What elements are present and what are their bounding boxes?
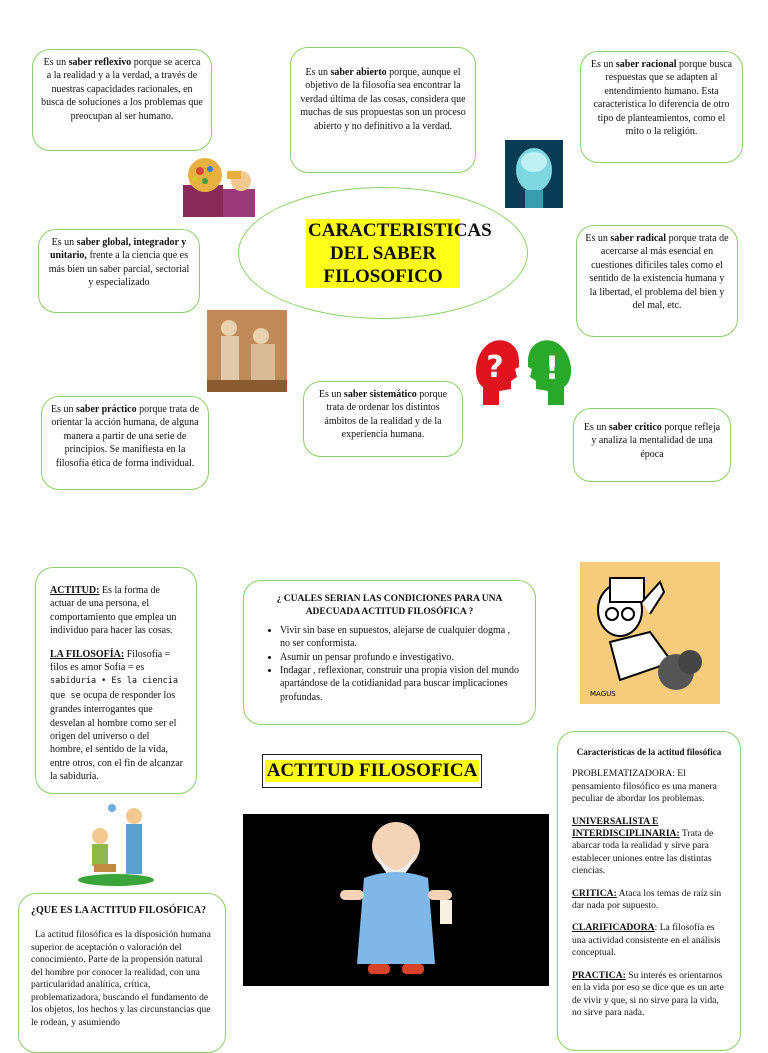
card-text: Es un	[50, 404, 76, 415]
card-text: porque, aunque el objetivo de la filosofía sea encontrar la verdad última de las cosas, considera que muchas de sus propuestas son un proceso abierto y no definitivo a la verdad.	[300, 67, 466, 132]
card-keyword: saber sistemático	[343, 389, 417, 400]
que-es-title: ¿QUE ES LA ACTITUD FILOSÓFICA?	[31, 905, 207, 916]
card-saber-critico	[573, 408, 731, 482]
card-text: porque se acerca a la realidad y a la verdad, a través de nuestras capacidades racionales, en busca de soluciones a los problemas que preocupan al ser humano.	[41, 57, 203, 122]
card-text: porque busca respuestas que se adapten al entendimiento humano. Esta característica lo diferencia de otro tipo de planteamientos, como el mito o la religión.	[593, 59, 733, 138]
card-text: porque refleja y analiza la mentalidad de una época	[591, 422, 721, 460]
caracteristicas-title: Características de la actitud filosófica	[576, 747, 722, 757]
card-saber-global	[38, 229, 200, 313]
list-item: • Indagar , reflexionar, construir una propia vision del mundo apartándose de la cotidianidad para buscar implicaciones profundas.	[280, 664, 519, 704]
card-keyword: saber global, integrador y unitario,	[49, 237, 187, 262]
question-head-icon	[473, 337, 521, 405]
definition-actitud: ACTITUD: Es la forma de actuar de una persona, el comportamiento que emplea un individuo para hacer las cosas.	[50, 585, 177, 637]
card-keyword: saber reflexivo	[68, 57, 132, 68]
section-title-actitud	[262, 754, 482, 788]
que-es-card	[18, 893, 226, 1053]
philosopher-cartoon-icon	[580, 562, 720, 704]
list-item: • Asumir un pensar profundo e investigativo.	[280, 651, 519, 664]
card-text: frente a la ciencia que es más bien un saber parcial, sectorial y especializado	[48, 250, 190, 289]
philosopher-character-icon	[243, 814, 549, 986]
que-es-text: La actitud filosófica es la disposición humana superior de aceptación o valoración del conocimiento. Parte de la propensión natural del hombre por conocer la realidad, con una particularidad analítica, crítica, problematizadora, buscando el fundamento de los objetos, los hechos y las circunstancias que le rodean, y asumiendo	[31, 929, 211, 1028]
card-keyword: saber crítico	[608, 422, 662, 433]
caracteristica-item: CRITICA: Ataca los temas de raíz sin dar nada por supuesto.	[572, 887, 722, 912]
card-text: Es un	[583, 422, 609, 433]
main-topic-ellipse	[238, 187, 528, 319]
card-saber-radical	[576, 225, 738, 337]
card-text: Es un	[590, 59, 616, 70]
svg-text:!: !	[544, 349, 560, 387]
list-item: • Vivir sin base en supuestos, alejarse de cualquier dogma , no ser conformista.	[280, 624, 519, 651]
card-text: Es un	[585, 233, 611, 244]
definition-filosofia: LA FILOSOFÍA: Filosofía = filos es amor Sofía = es sabiduría • Es la ciencia que se ocupa de responder los grandes interrogantes que desvelan al hombre como ser el origen del universo o del hombre, el sentido de la vida, entre otros, con el fin de alcanzar la sabiduría.	[50, 648, 183, 783]
conditions-card	[243, 580, 536, 725]
card-saber-practico	[41, 396, 209, 490]
card-saber-sistematico	[303, 381, 463, 457]
definitions-card	[35, 567, 197, 794]
caracteristica-item: CLARIFICADORA: La filosofía es una actividad consistente en el análisis conceptual.	[572, 922, 721, 959]
greek-statues-icon	[207, 310, 287, 392]
caracteristicas-card	[557, 731, 741, 1051]
exclamation-head-icon	[526, 337, 572, 405]
card-saber-racional	[580, 51, 743, 163]
section-title-text: ACTITUD FILOSOFICA	[266, 760, 478, 781]
card-text: Es un	[43, 57, 69, 68]
caracteristica-item: PRACTICA: Su interés es orientarnos en la vida por eso se dice que es un arte de vivir y que, si no sirve para la vida, no sirve para nada.	[572, 969, 724, 1018]
card-keyword: saber radical	[610, 233, 667, 244]
conditions-title: ¿ CUALES SERIAN LAS CONDICIONES PARA UNA ADECUADA ACTITUD FILOSÓFICA ?	[276, 594, 503, 618]
card-keyword: saber abierto	[330, 67, 387, 78]
card-text: porque trata de acercarse al más esencial en cuestiones difíciles tales como el sentido de la existencia humana y la libertad, el problema del bien y del mal, etc.	[589, 233, 729, 312]
card-keyword: saber práctico	[75, 404, 137, 415]
caracteristica-item: PROBLEMATIZADORA: El pensamiento filosófico es una manera peculiar de abordar los problemas.	[572, 768, 717, 805]
svg-text:MAGUS: MAGUS	[590, 690, 616, 698]
card-saber-reflexivo	[32, 49, 212, 151]
main-topic-title: CARACTERISTICAS DEL SABER FILOSOFICO	[308, 219, 492, 287]
children-cartoon-icon	[78, 800, 158, 886]
thinking-head-icon	[505, 140, 563, 208]
conditions-list	[260, 624, 519, 704]
card-keyword: saber racional	[615, 59, 677, 70]
brain-head-icon	[183, 155, 259, 217]
card-text: porque trata de orientar la acción humana, de alguna manera a partir de una serie de principios. Se manifiesta en la filosofía ética de forma individual.	[51, 404, 200, 469]
caracteristica-item: UNIVERSALISTA E INTERDISCIPLINARIA: Trata de abarcar toda la realidad y sirve para establecer uniones entre las distintas ciencias.	[572, 815, 714, 877]
card-text: Es un	[318, 389, 344, 400]
card-text: porque trata de ordenar los distintos ámbitos de la realidad y de la experiencia humana.	[324, 389, 448, 441]
svg-text:?: ?	[486, 350, 504, 385]
card-saber-abierto	[290, 47, 476, 173]
card-text: Es un	[305, 67, 331, 78]
card-text: Es un	[51, 237, 77, 248]
